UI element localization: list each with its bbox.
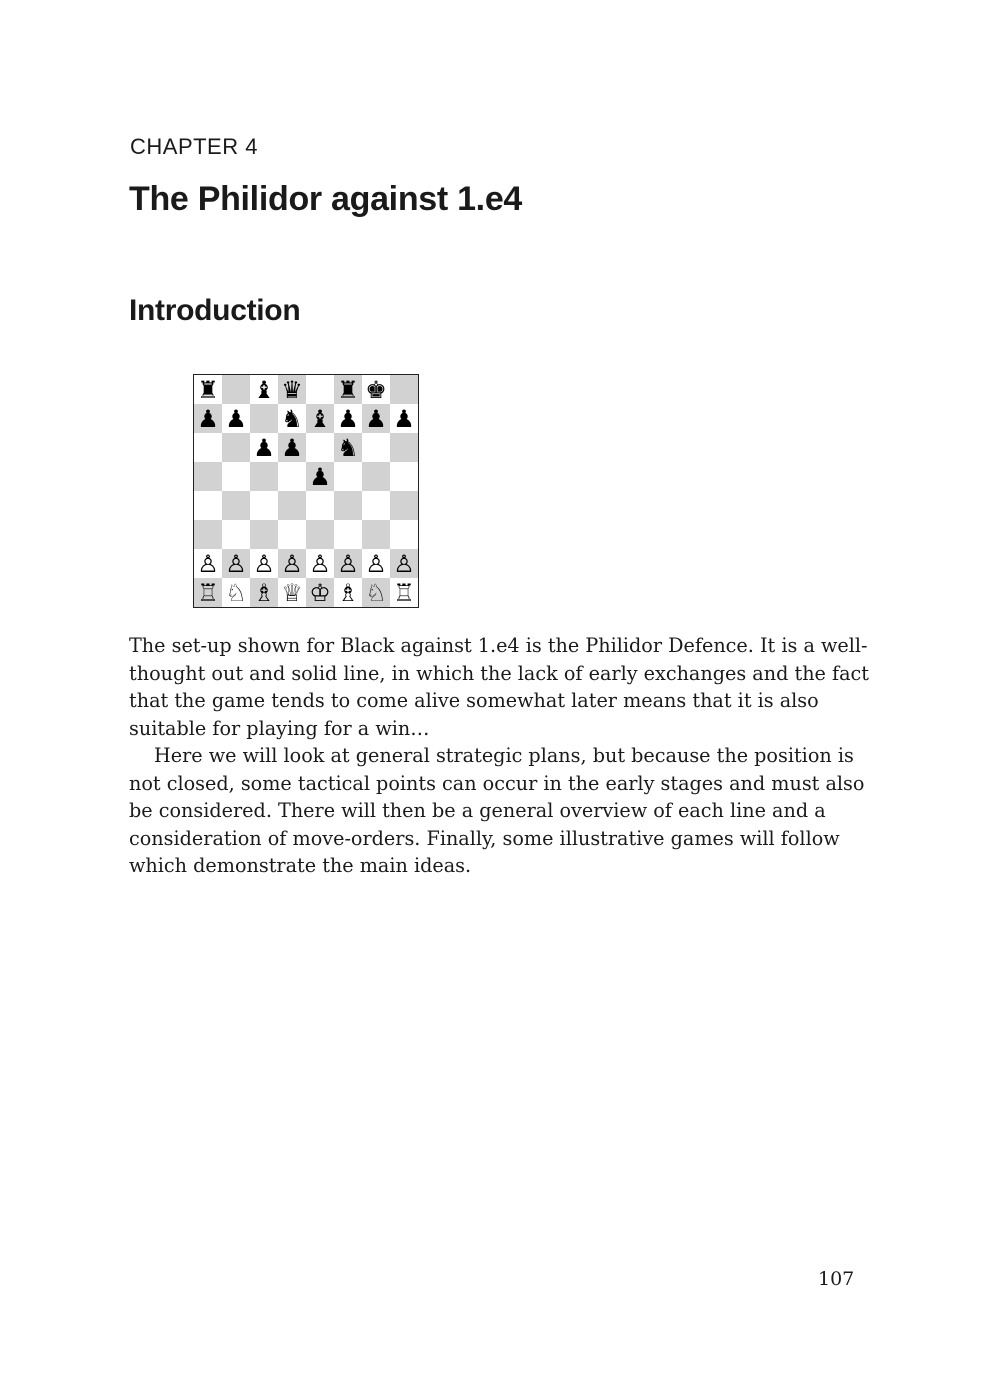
square-g3 [362,520,390,549]
square-g2: ♙ [362,549,390,578]
chapter-title: The Philidor against 1.e4 [129,180,523,218]
square-a8: ♜ [194,375,222,404]
square-b7: ♟ [222,404,250,433]
square-g6 [362,433,390,462]
square-g1: ♘ [362,578,390,607]
square-b8 [222,375,250,404]
square-c5 [250,462,278,491]
square-d8: ♛ [278,375,306,404]
square-f7: ♟ [334,404,362,433]
square-d2: ♙ [278,549,306,578]
square-c3 [250,520,278,549]
square-b2: ♙ [222,549,250,578]
square-b3 [222,520,250,549]
square-h3 [390,520,418,549]
square-d1: ♕ [278,578,306,607]
square-a3 [194,520,222,549]
square-f3 [334,520,362,549]
square-c2: ♙ [250,549,278,578]
square-f4 [334,491,362,520]
square-e7: ♝ [306,404,334,433]
section-title: Introduction [129,294,301,327]
square-e5: ♟ [306,462,334,491]
paragraph-2: Here we will look at general strategic plans, but because the position is not closed, some tactical points can occur in the early stages and must also be considered. There will then be a general overview of each line and a consideration of move-orders. Finally, some illustrative games will follow which demonstrate the main ideas. [129,744,865,877]
square-g7: ♟ [362,404,390,433]
square-h5 [390,462,418,491]
square-h1: ♖ [390,578,418,607]
square-d6: ♟ [278,433,306,462]
square-f2: ♙ [334,549,362,578]
square-d7: ♞ [278,404,306,433]
square-b5 [222,462,250,491]
square-h7: ♟ [390,404,418,433]
square-e8 [306,375,334,404]
square-e6 [306,433,334,462]
square-e4 [306,491,334,520]
square-h4 [390,491,418,520]
body-text [129,632,869,880]
square-a7: ♟ [194,404,222,433]
square-a6 [194,433,222,462]
square-b1: ♘ [222,578,250,607]
square-g8: ♚ [362,375,390,404]
square-c6: ♟ [250,433,278,462]
square-e3 [306,520,334,549]
square-d4 [278,491,306,520]
square-g4 [362,491,390,520]
square-e1: ♔ [306,578,334,607]
square-b6 [222,433,250,462]
square-b4 [222,491,250,520]
chess-diagram [193,374,419,608]
square-c7 [250,404,278,433]
page-number: 107 [818,1268,855,1290]
square-f8: ♜ [334,375,362,404]
square-f5 [334,462,362,491]
chapter-label: CHAPTER 4 [130,134,258,159]
paragraph-1: The set-up shown for Black against 1.e4 is the Philidor Defence. It is a well-thought out and solid line, in which the lack of early exchanges and the fact that the game tends to come alive somewhat later means that it is also suitable for playing for a win… [129,634,870,740]
square-a4 [194,491,222,520]
square-e2: ♙ [306,549,334,578]
square-d3 [278,520,306,549]
square-g5 [362,462,390,491]
square-h8 [390,375,418,404]
square-a5 [194,462,222,491]
square-h2: ♙ [390,549,418,578]
square-c1: ♗ [250,578,278,607]
square-c8: ♝ [250,375,278,404]
square-d5 [278,462,306,491]
square-a2: ♙ [194,549,222,578]
square-f1: ♗ [334,578,362,607]
square-a1: ♖ [194,578,222,607]
square-f6: ♞ [334,433,362,462]
square-c4 [250,491,278,520]
square-h6 [390,433,418,462]
